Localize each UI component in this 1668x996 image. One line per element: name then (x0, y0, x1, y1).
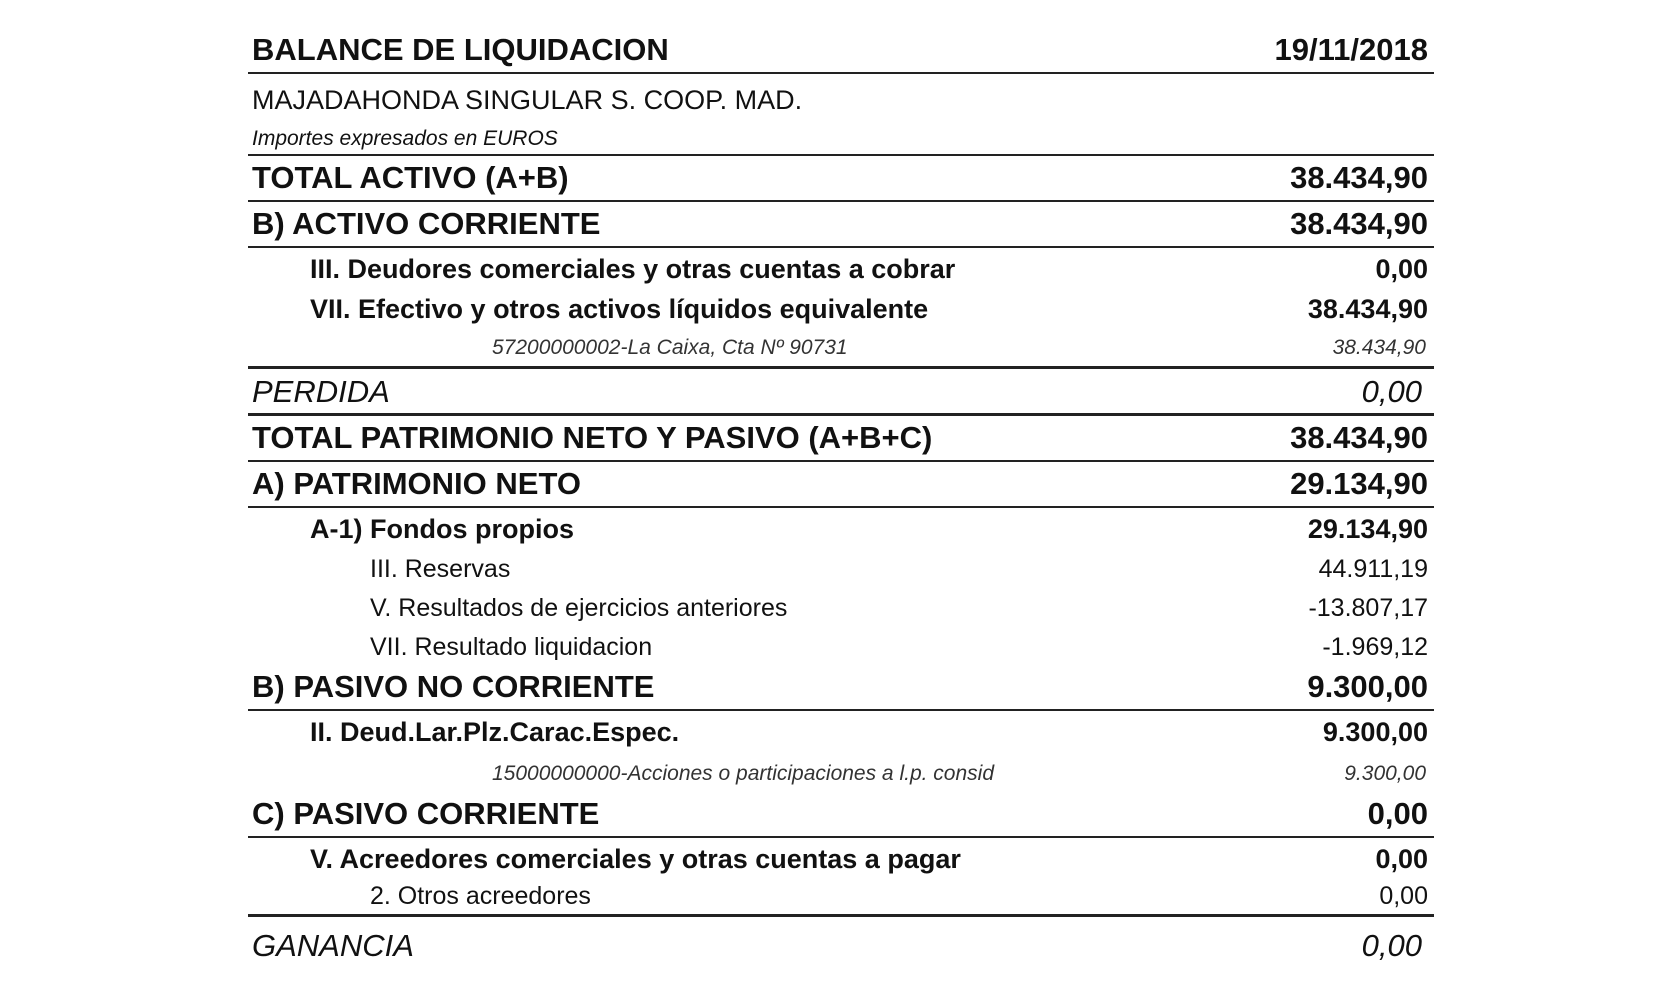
activo-corriente-row (248, 202, 1434, 248)
activo-corriente-value: 38.434,90 (1290, 206, 1428, 241)
balance-sheet (248, 26, 1434, 967)
deudores-value: 0,00 (1375, 254, 1428, 284)
acreedores-row (248, 838, 1434, 878)
patrimonio-neto-value: 29.134,90 (1290, 466, 1428, 501)
perdida-row (248, 369, 1434, 416)
reservas-value: 44.911,19 (1318, 555, 1428, 583)
resultado-liquidacion-label: VII. Resultado liquidacion (370, 633, 653, 661)
patrimonio-neto-row (248, 462, 1434, 508)
fondos-propios-label: A-1) Fondos propios (310, 514, 574, 544)
report-date: 19/11/2018 (1274, 32, 1428, 67)
ganancia-label: GANANCIA (252, 928, 414, 963)
reservas-label: III. Reservas (370, 555, 511, 583)
activo-corriente-label: B) ACTIVO CORRIENTE (252, 206, 601, 241)
ganancia-value: 0,00 (1361, 928, 1422, 963)
company-name: MAJADAHONDA SINGULAR S. COOP. MAD. (252, 85, 803, 115)
total-pasivo-label: TOTAL PATRIMONIO NETO Y PASIVO (A+B+C) (252, 420, 933, 455)
deud-lar-row (248, 711, 1434, 751)
total-activo-label: TOTAL ACTIVO (A+B) (252, 160, 569, 195)
pasivo-corriente-row (248, 792, 1434, 838)
total-activo-row (248, 156, 1434, 202)
total-activo-value: 38.434,90 (1290, 160, 1428, 195)
resultados-anteriores-row (248, 587, 1434, 626)
total-pasivo-row (248, 416, 1434, 462)
pasivo-corriente-value: 0,00 (1367, 796, 1428, 831)
units-note: Importes expresados en EUROS (252, 127, 558, 150)
perdida-label: PERDIDA (252, 374, 390, 409)
caixa-account-value: 38.434,90 (1332, 336, 1426, 359)
deudores-row (248, 248, 1434, 288)
acreedores-label: V. Acreedores comerciales y otras cuentas a pagar (310, 844, 961, 874)
acciones-account-label: 15000000000-Acciones o participaciones a l.p. consid (492, 762, 995, 785)
acreedores-value: 0,00 (1375, 844, 1428, 874)
deud-lar-value: 9.300,00 (1322, 717, 1428, 747)
acciones-account-row (248, 751, 1434, 792)
report-title: BALANCE DE LIQUIDACION (252, 32, 669, 67)
fondos-propios-row (248, 508, 1434, 548)
perdida-value: 0,00 (1361, 374, 1422, 409)
caixa-account-label: 57200000002-La Caixa, Cta Nº 90731 (492, 336, 848, 359)
otros-acreedores-label: 2. Otros acreedores (370, 882, 591, 910)
resultados-anteriores-label: V. Resultados de ejercicios anteriores (370, 594, 788, 622)
pasivo-no-corriente-row (248, 665, 1434, 711)
otros-acreedores-value: 0,00 (1379, 882, 1428, 910)
reservas-row (248, 548, 1434, 587)
efectivo-value: 38.434,90 (1307, 294, 1428, 324)
pasivo-no-corriente-value: 9.300,00 (1307, 669, 1428, 704)
otros-acreedores-row (248, 878, 1434, 917)
efectivo-label: VII. Efectivo y otros activos líquidos equivalente (310, 294, 929, 324)
company-row (248, 74, 1434, 118)
resultado-liquidacion-value: -1.969,12 (1322, 633, 1428, 661)
total-pasivo-value: 38.434,90 (1290, 420, 1428, 455)
ganancia-row (248, 917, 1434, 967)
report-header (248, 26, 1434, 74)
pasivo-no-corriente-label: B) PASIVO NO CORRIENTE (252, 669, 655, 704)
caixa-account-row (248, 328, 1434, 369)
resultados-anteriores-value: -13.807,17 (1308, 594, 1428, 622)
fondos-propios-value: 29.134,90 (1307, 514, 1428, 544)
pasivo-corriente-label: C) PASIVO CORRIENTE (252, 796, 600, 831)
deudores-label: III. Deudores comerciales y otras cuentas a cobrar (310, 254, 956, 284)
units-row (248, 118, 1434, 156)
acciones-account-value: 9.300,00 (1344, 762, 1426, 785)
resultado-liquidacion-row (248, 626, 1434, 665)
deud-lar-label: II. Deud.Lar.Plz.Carac.Espec. (310, 717, 680, 747)
efectivo-row (248, 288, 1434, 328)
patrimonio-neto-label: A) PATRIMONIO NETO (252, 466, 581, 501)
